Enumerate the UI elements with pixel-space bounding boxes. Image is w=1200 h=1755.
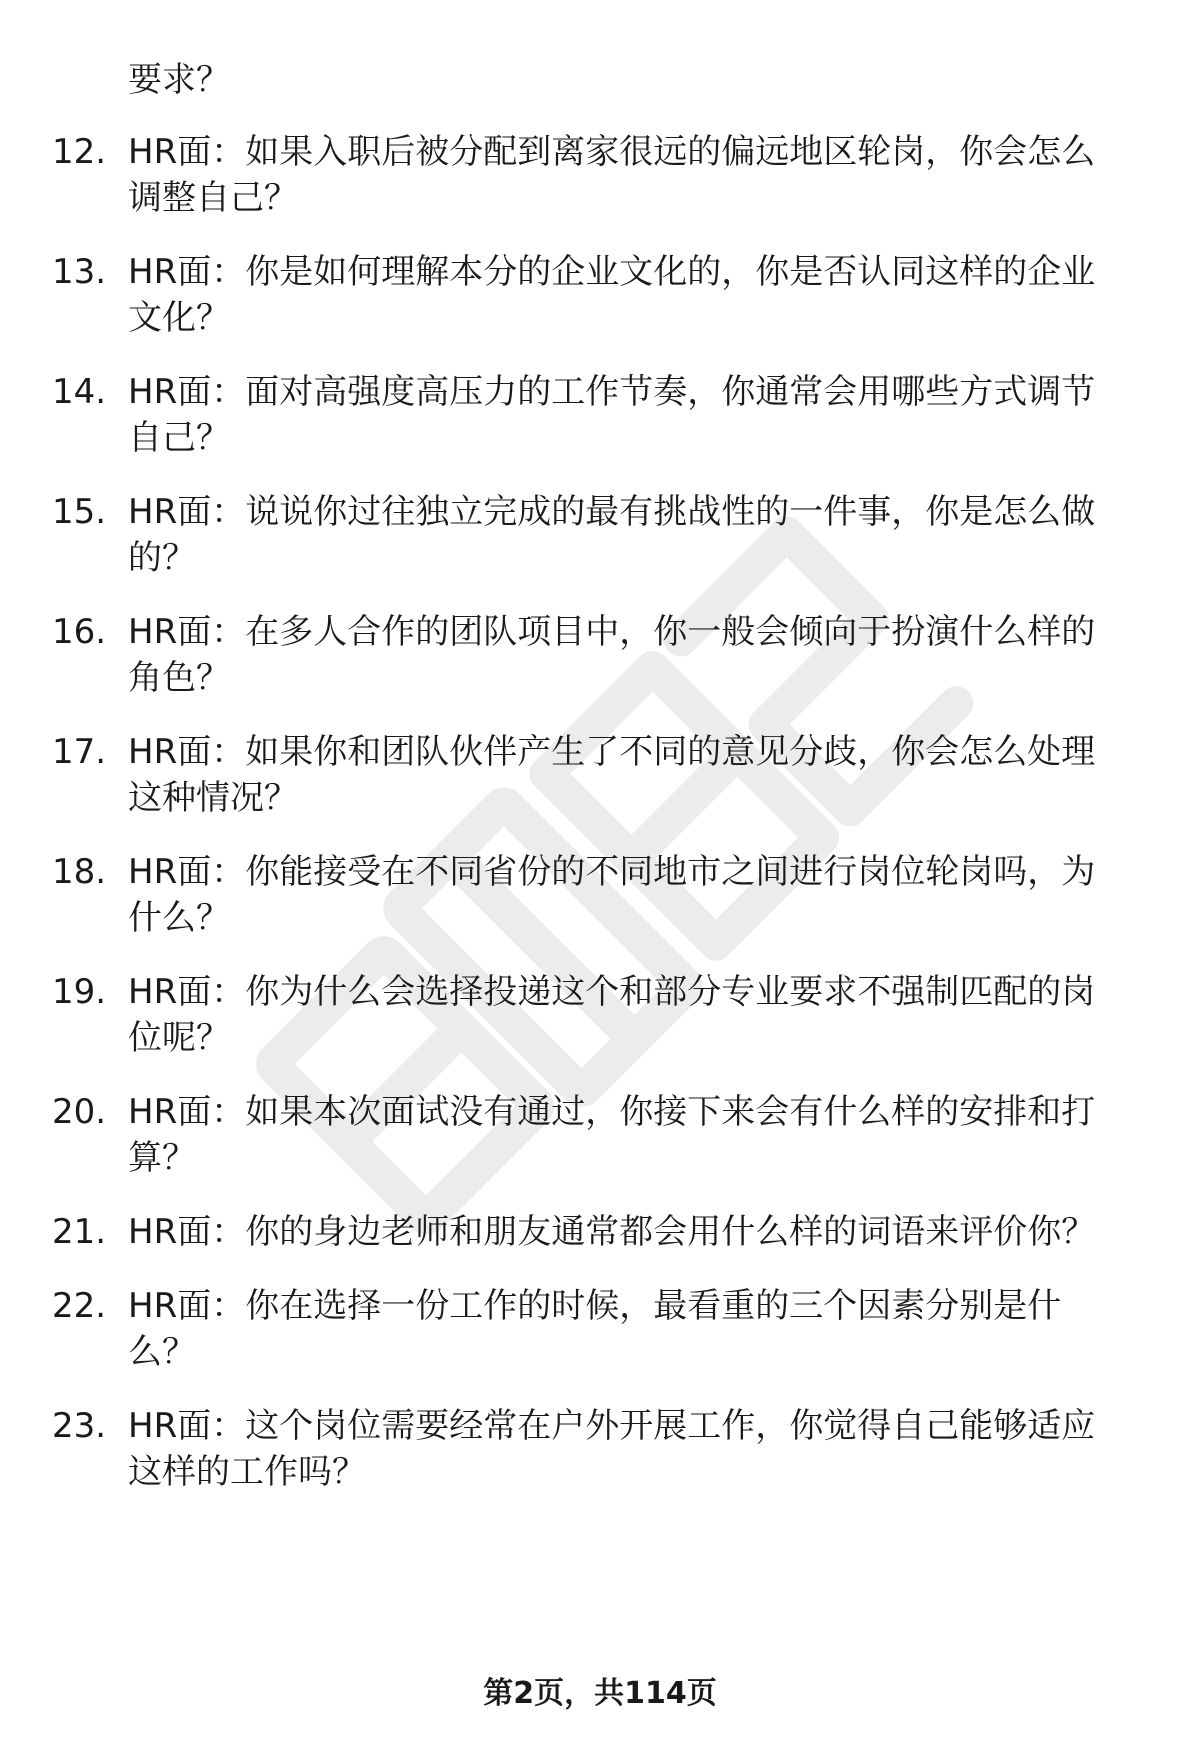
item-number: 12. [52, 132, 107, 172]
question-line: 文化？ [128, 298, 230, 338]
question-line: 的？ [128, 538, 196, 578]
item-number: 15. [52, 492, 107, 532]
question-line: HR面：你的身边老师和朋友通常都会用什么样的词语来评价你？ [128, 1212, 1096, 1252]
question-line: 这样的工作吗？ [128, 1452, 366, 1492]
question-line: HR面：你为什么会选择投递这个和部分专业要求不强制匹配的岗 [128, 972, 1096, 1012]
question-line: 自己？ [128, 418, 230, 458]
item-number: 21. [52, 1212, 107, 1252]
question-line: 调整自己？ [128, 178, 298, 218]
question-line: HR面：面对高强度高压力的工作节奏，你通常会用哪些方式调节 [128, 372, 1096, 412]
item-number: 13. [52, 252, 107, 292]
item-number: 19. [52, 972, 107, 1012]
question-line: HR面：在多人合作的团队项目中，你一般会倾向于扮演什么样的 [128, 612, 1096, 652]
page-footer: 第2页，共114页 [483, 1676, 717, 1711]
question-line: HR面：你在选择一份工作的时候，最看重的三个因素分别是什 [128, 1286, 1062, 1326]
question-line: HR面：如果入职后被分配到离家很远的偏远地区轮岗，你会怎么 [128, 132, 1096, 172]
item-number: 18. [52, 852, 107, 892]
question-line: HR面：你能接受在不同省份的不同地市之间进行岗位轮岗吗，为 [128, 852, 1096, 892]
item-number: 22. [52, 1286, 107, 1326]
question-line: HR面：这个岗位需要经常在户外开展工作，你觉得自己能够适应 [128, 1406, 1096, 1446]
item-number: 16. [52, 612, 107, 652]
question-line: 角色？ [128, 658, 230, 698]
continuation-text: 要求？ [128, 60, 230, 100]
question-line: HR面：如果本次面试没有通过，你接下来会有什么样的安排和打 [128, 1092, 1096, 1132]
question-line: 么？ [128, 1332, 196, 1372]
item-number: 23. [52, 1406, 107, 1446]
question-line: HR面：说说你过往独立完成的最有挑战性的一件事，你是怎么做 [128, 492, 1096, 532]
item-number: 20. [52, 1092, 107, 1132]
item-number: 14. [52, 372, 107, 412]
question-line: HR面：你是如何理解本分的企业文化的，你是否认同这样的企业 [128, 252, 1096, 292]
question-line: 什么？ [128, 898, 230, 938]
question-line: 算？ [128, 1138, 196, 1178]
item-number: 17. [52, 732, 107, 772]
question-line: 这种情况？ [128, 778, 298, 818]
question-line: 位呢？ [128, 1018, 230, 1058]
question-line: HR面：如果你和团队伙伴产生了不同的意见分歧，你会怎么处理 [128, 732, 1096, 772]
